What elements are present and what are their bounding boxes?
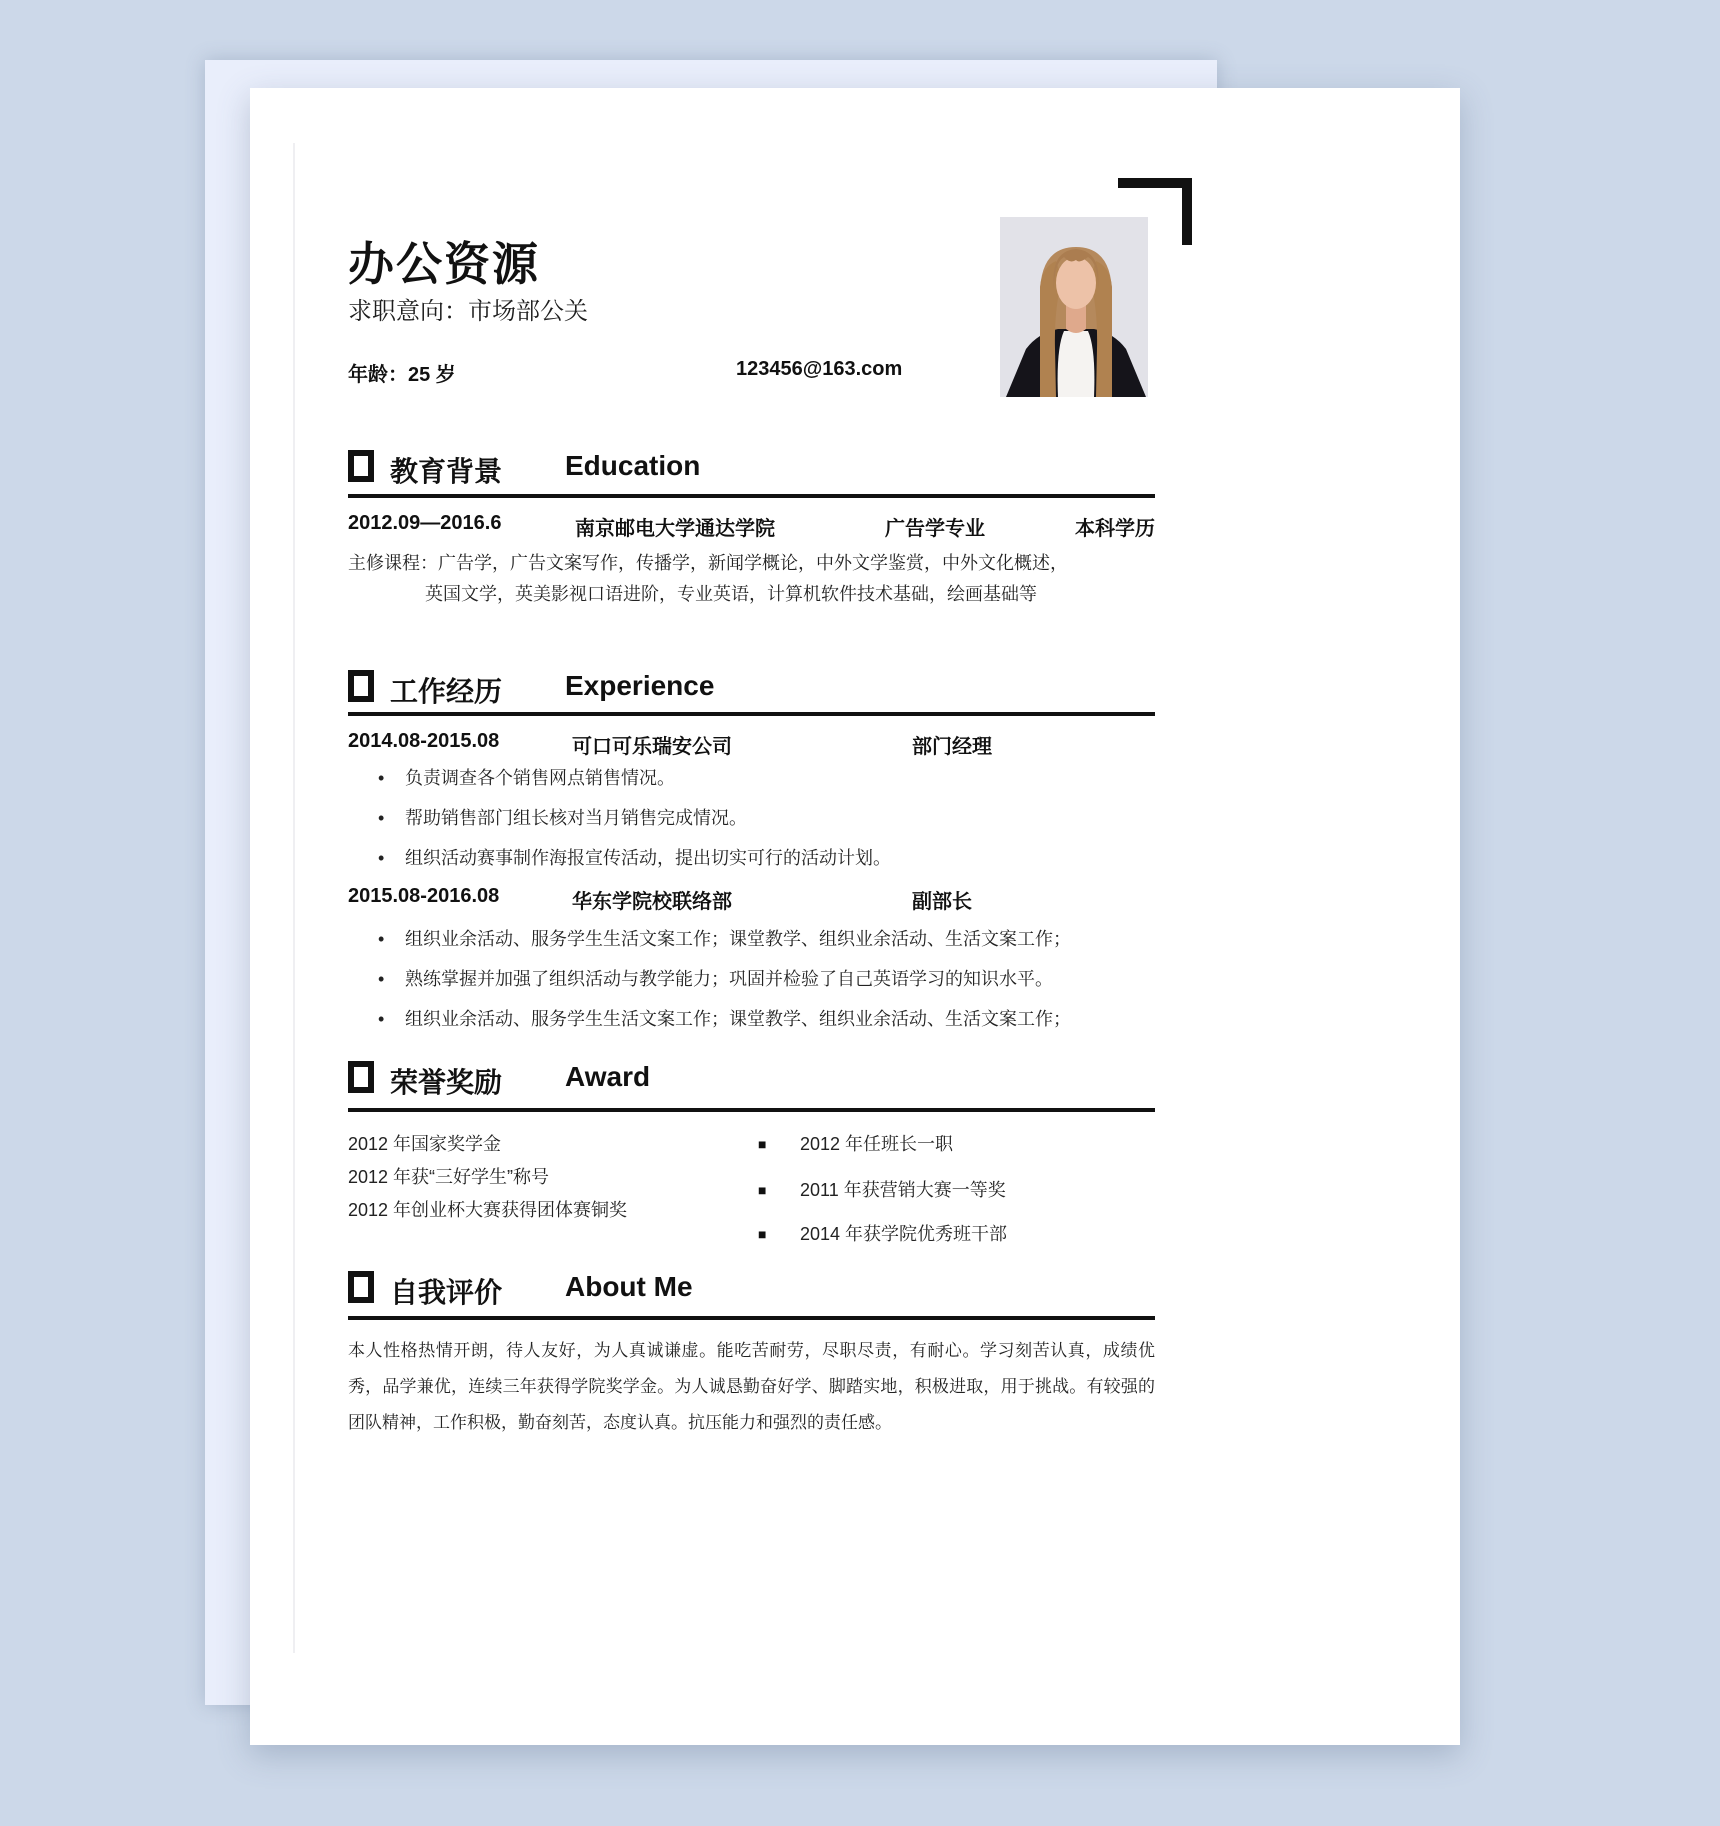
job-bullet: • 组织业余活动、服务学生生活文案工作；课堂教学、组织业余活动、生活文案工作； <box>378 1005 1071 1031</box>
section-title-zh: 荣誉奖励 <box>390 1067 503 1098</box>
resume-page <box>250 88 1460 1745</box>
job-period: 2015.08-2016.08 <box>348 885 500 907</box>
job-bullet: • 帮助销售部门组长核对当月销售完成情况。 <box>378 804 747 830</box>
education-degree: 本科学历 <box>1075 518 1155 540</box>
award-item: ■ 2014 年获学院优秀班干部 <box>758 1220 1007 1246</box>
education-major: 广告学专业 <box>885 518 985 540</box>
award-item: 2012 年创业杯大赛获得团体赛铜奖 <box>348 1200 628 1220</box>
profile-photo-illustration <box>1000 217 1148 397</box>
section-header-about <box>348 1271 1248 1307</box>
section-divider <box>348 1108 1155 1112</box>
profile-photo <box>1000 217 1148 397</box>
section-title-en: About Me <box>565 1271 693 1302</box>
self-evaluation-text: 本人性格热情开朗，待人友好，为人真诚谦虚。能吃苦耐劳，尽职尽责，有耐心。学习刻苦认真，成绩优秀，品学兼优，连续三年获得学院奖学金。为人诚恳勤奋好学、脚踏实地，积极进取，用于挑战。有较强的团队精神，工作积极，勤奋刻苦，态度认真。抗压能力和强烈的责任感。 <box>348 1341 1155 1432</box>
section-title-en: Award <box>565 1061 651 1092</box>
job-role: 部门经理 <box>912 736 992 758</box>
section-title-en: Education <box>565 450 701 481</box>
section-header-experience <box>348 670 1248 706</box>
candidate-name: 办公资源 <box>348 238 540 290</box>
square-outline-icon <box>348 1061 374 1093</box>
section-divider <box>348 1316 1155 1320</box>
left-margin-line <box>293 143 295 1653</box>
section-header-education <box>348 450 1248 486</box>
award-item: 2012 年获“三好学生”称号 <box>348 1167 550 1187</box>
job-company: 可口可乐瑞安公司 <box>572 736 732 758</box>
job-bullet: • 组织业余活动、服务学生生活文案工作；课堂教学、组织业余活动、生活文案工作； <box>378 925 1071 951</box>
section-title-zh: 自我评价 <box>390 1277 503 1308</box>
section-divider <box>348 494 1155 498</box>
section-header-award <box>348 1061 1248 1097</box>
section-divider <box>348 712 1155 716</box>
square-outline-icon <box>348 670 374 702</box>
job-bullet: • 负责调查各个销售网点销售情况。 <box>378 764 675 790</box>
courses-line-1: 主修课程：广告学，广告文案写作，传播学，新闻学概论，中外文学鉴赏，中外文化概述， <box>348 553 1068 573</box>
award-item: ■ 2011 年获营销大赛一等奖 <box>758 1176 1006 1202</box>
courses-line-2: 英国文学，英美影视口语进阶，专业英语，计算机软件技术基础，绘画基础等 <box>425 584 1037 604</box>
square-outline-icon <box>348 450 374 482</box>
section-title-en: Experience <box>565 670 715 701</box>
job-company: 华东学院校联络部 <box>572 891 732 913</box>
award-item: ■ 2012 年任班长一职 <box>758 1130 953 1156</box>
job-bullet: • 熟练掌握并加强了组织活动与教学能力；巩固并检验了自己英语学习的知识水平。 <box>378 965 1053 991</box>
job-period: 2014.08-2015.08 <box>348 730 500 752</box>
section-title-zh: 工作经历 <box>390 676 503 707</box>
job-intent-text: 求职意向：市场部公关 <box>348 298 588 325</box>
square-outline-icon <box>348 1271 374 1303</box>
age-text: 年龄：25 岁 <box>348 364 456 386</box>
section-title-zh: 教育背景 <box>390 456 503 487</box>
award-item: 2012 年国家奖学金 <box>348 1134 502 1154</box>
job-role: 副部长 <box>912 891 972 913</box>
job-bullet: • 组织活动赛事制作海报宣传活动，提出切实可行的活动计划。 <box>378 844 891 870</box>
education-period: 2012.09—2016.6 <box>348 512 502 534</box>
education-school: 南京邮电大学通达学院 <box>575 518 775 540</box>
email-text: 123456@163.com <box>736 358 903 380</box>
